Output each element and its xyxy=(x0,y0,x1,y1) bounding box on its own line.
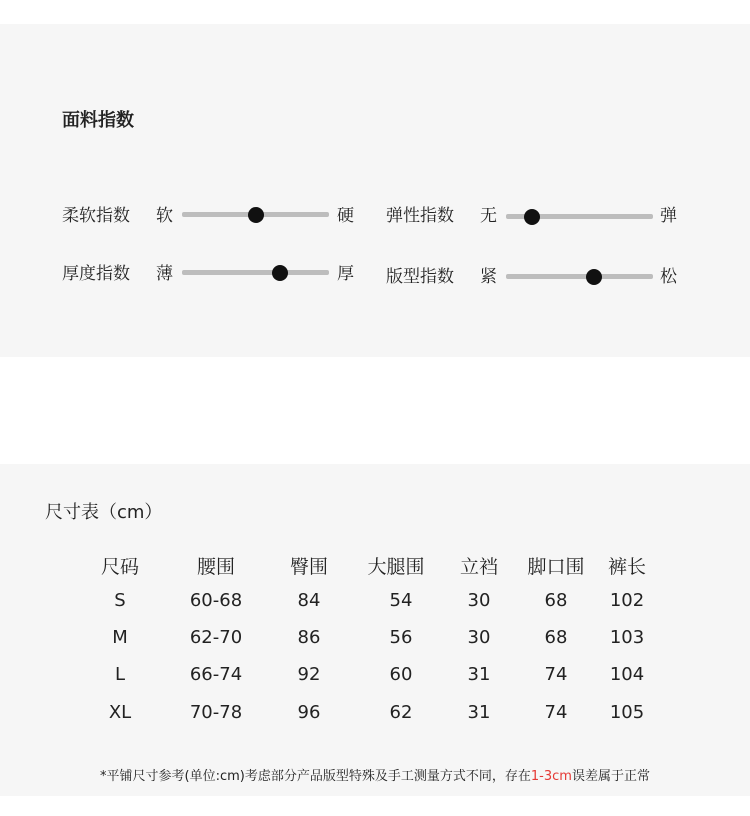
softness-slider-knob xyxy=(248,207,264,223)
thickness-high-label: 厚 xyxy=(337,264,354,284)
cell-leg-opening: 74 xyxy=(544,702,568,723)
cell-rise: 30 xyxy=(467,590,491,611)
cell-thigh: 60 xyxy=(389,664,413,685)
thickness-slider-track xyxy=(182,270,329,275)
header-leg-opening: 脚口围 xyxy=(527,556,585,578)
cell-leg-opening: 68 xyxy=(544,590,568,611)
fabric-index-title: 面料指数 xyxy=(62,110,134,131)
cell-hip: 84 xyxy=(297,590,321,611)
header-rise: 立裆 xyxy=(459,556,498,578)
fit-label: 版型指数 xyxy=(386,267,454,287)
fit-low-label: 紧 xyxy=(480,267,497,287)
cell-hip: 86 xyxy=(297,627,321,648)
header-size: 尺码 xyxy=(100,556,139,578)
softness-low-label: 软 xyxy=(156,206,173,226)
footnote-text-end: 误差属于正常 xyxy=(571,769,650,784)
softness-high-label: 硬 xyxy=(337,206,354,226)
cell-waist: 66-74 xyxy=(189,664,243,685)
cell-size: L xyxy=(114,664,126,685)
header-pants-length: 裤长 xyxy=(607,556,646,578)
header-waist: 腰围 xyxy=(196,556,235,578)
cell-rise: 31 xyxy=(467,664,491,685)
softness-slider-track xyxy=(182,212,329,217)
cell-waist: 62-70 xyxy=(189,627,243,648)
cell-thigh: 62 xyxy=(389,702,413,723)
cell-hip: 92 xyxy=(297,664,321,685)
elasticity-high-label: 弹 xyxy=(660,206,677,226)
thickness-label: 厚度指数 xyxy=(62,264,130,284)
cell-pants-length: 104 xyxy=(609,664,645,685)
cell-size: M xyxy=(112,627,128,648)
fabric-index-panel xyxy=(0,24,750,357)
cell-pants-length: 105 xyxy=(609,702,645,723)
thickness-low-label: 薄 xyxy=(156,264,173,284)
elasticity-slider-knob xyxy=(524,209,540,225)
cell-pants-length: 102 xyxy=(609,590,645,611)
fit-slider-track xyxy=(506,274,653,279)
measurement-footnote xyxy=(0,765,750,784)
cell-size: XL xyxy=(108,702,132,723)
cell-rise: 30 xyxy=(467,627,491,648)
softness-label: 柔软指数 xyxy=(62,206,130,226)
header-thigh: 大腿围 xyxy=(367,556,425,578)
cell-thigh: 56 xyxy=(389,627,413,648)
cell-hip: 96 xyxy=(297,702,321,723)
cell-rise: 31 xyxy=(467,702,491,723)
cell-waist: 60-68 xyxy=(189,590,243,611)
thickness-slider-knob xyxy=(272,265,288,281)
size-table-title: 尺寸表（cm） xyxy=(45,502,163,523)
elasticity-low-label: 无 xyxy=(480,206,497,226)
elasticity-slider-track xyxy=(506,214,653,219)
fit-slider-knob xyxy=(586,269,602,285)
cell-leg-opening: 68 xyxy=(544,627,568,648)
footnote-text: *平铺尺寸参考(单位:cm)考虑部分产品版型特殊及手工测量方式不同，存在 xyxy=(100,769,531,784)
header-hip: 臀围 xyxy=(289,556,328,578)
cell-waist: 70-78 xyxy=(189,702,243,723)
fit-high-label: 松 xyxy=(660,267,677,287)
cell-leg-opening: 74 xyxy=(544,664,568,685)
elasticity-label: 弹性指数 xyxy=(386,206,454,226)
cell-pants-length: 103 xyxy=(609,627,645,648)
cell-thigh: 54 xyxy=(389,590,413,611)
cell-size: S xyxy=(114,590,126,611)
footnote-error-range: 1-3cm xyxy=(530,769,572,784)
